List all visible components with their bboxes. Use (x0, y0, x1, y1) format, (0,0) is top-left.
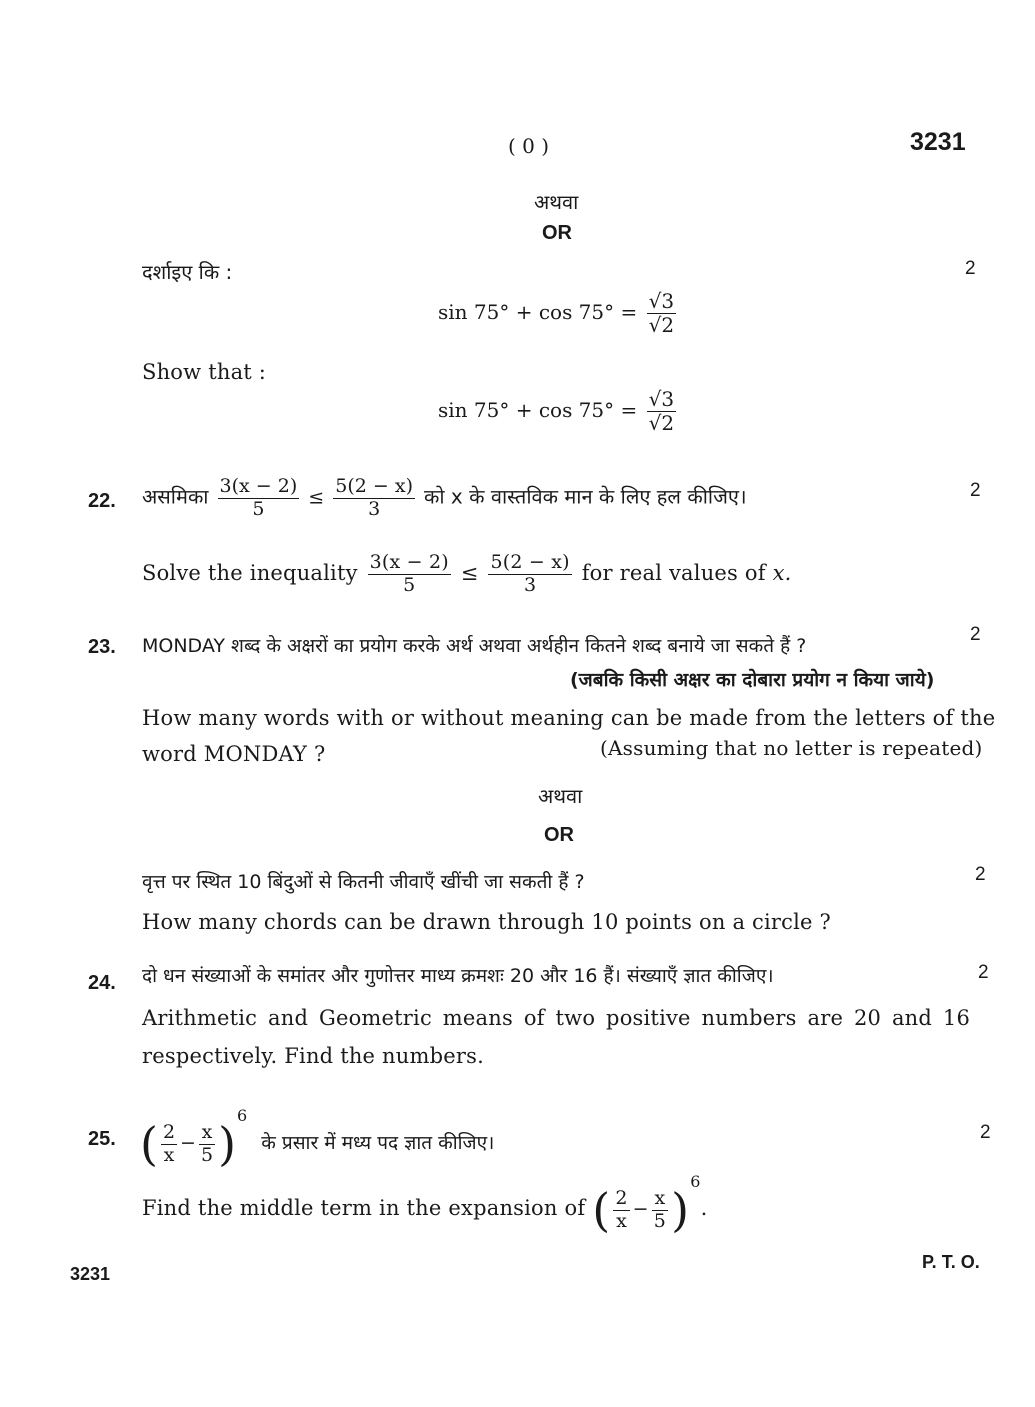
q22-hindi-before: असमिका (142, 484, 209, 509)
minus-sign: − (180, 1132, 196, 1154)
q22-variable: x. (772, 560, 792, 585)
fraction-numerator: x (199, 1122, 215, 1145)
q23-alt-english: How many chords can be drawn through 10 points on a circle ? (142, 910, 831, 934)
q21-marks: 2 (965, 258, 976, 279)
exponent: 6 (690, 1172, 701, 1191)
fraction-denominator: 5 (403, 573, 416, 596)
q25-expression (592, 1172, 701, 1237)
exponent: 6 (237, 1106, 248, 1125)
q25-english: Find the middle term in the expansion of ( $\frac{2}{x}$ − $\frac{x}{5}$ )$^6$. (142, 1172, 708, 1237)
q22-english-after: for real values of (581, 560, 766, 585)
fraction-denominator: 5 (200, 1143, 214, 1166)
fraction-denominator: √2 (648, 313, 675, 337)
equation-lhs: sin 75° + cos 75° = (438, 300, 638, 324)
q23-english-note: (Assuming that no letter is repeated) (600, 736, 983, 760)
or-hindi-2: अथवा (538, 784, 583, 808)
or-english-2: OR (544, 824, 574, 846)
minus-sign: − (632, 1198, 649, 1220)
inequality-sign: ≤ (460, 560, 479, 585)
or-english-1: OR (542, 222, 572, 244)
fraction-numerator: 2 (615, 1186, 628, 1209)
fraction-numerator: 2 (162, 1120, 176, 1143)
q25-fraction-a (161, 1122, 177, 1167)
fraction-numerator: √3 (648, 387, 675, 411)
q23-marks: 2 (970, 624, 981, 645)
q22-rhs-fraction (488, 552, 571, 597)
q23-hindi: MONDAY शब्द के अक्षरों का प्रयोग करके अर्थ अथवा अर्थहीन कितने शब्द बनाये जा सकते हैं ? (142, 635, 807, 657)
q22-english-before: Solve the inequality (142, 560, 358, 585)
fraction-numerator: 3(x − 2) (369, 551, 449, 573)
q21-equation-hindi (438, 290, 679, 337)
q25-hindi (140, 1106, 495, 1171)
fraction-denominator: x (616, 1209, 627, 1232)
fraction-numerator: 5(2 − x) (490, 551, 570, 573)
q24-english-line2: respectively. Find the numbers. (142, 1044, 484, 1068)
fraction-numerator: x (652, 1188, 668, 1211)
footer-code: 3231 (70, 1264, 111, 1284)
fraction-rhs (647, 290, 676, 337)
right-paren: ) (671, 1183, 690, 1237)
q22-marks: 2 (970, 480, 981, 501)
paper-code: 3231 (910, 128, 966, 156)
page-number: ( 0 ) (508, 134, 550, 158)
q24-hindi: दो धन संख्याओं के समांतर और गुणोत्तर माध्य क्रमशः 20 और 16 हैं। संख्याएँ ज्ञात कीजिए। (142, 965, 774, 987)
q22-hindi (142, 476, 747, 521)
q24-number: 24. (88, 972, 116, 994)
q21-prompt-english: Show that : (142, 360, 267, 384)
q21-prompt-hindi: दर्शाइए कि : (142, 260, 233, 284)
q23-alt-marks: 2 (975, 864, 986, 885)
or-hindi-1: अथवा (534, 190, 579, 214)
q25-fraction-b (652, 1188, 668, 1233)
fraction-denominator: √2 (648, 411, 675, 435)
q25-fraction-a (613, 1188, 629, 1233)
fraction-numerator: √3 (648, 289, 675, 313)
q23-english-line2: word MONDAY ? (142, 742, 326, 766)
q22-hindi-after: को x के वास्तविक मान के लिए हल कीजिए। (424, 484, 747, 509)
q21-equation-english (438, 388, 679, 435)
fraction-denominator: 5 (252, 497, 265, 520)
fraction-rhs (647, 388, 676, 435)
q23-alt-hindi: वृत्त पर स्थित 10 बिंदुओं से कितनी जीवाएँ खींची जा सकती हैं ? (142, 871, 585, 893)
q22-number: 22. (88, 490, 116, 512)
q23-english-line1: How many words with or without meaning can be made from the letters of the (142, 706, 996, 730)
q22-english (142, 552, 792, 597)
q25-number: 25. (88, 1128, 116, 1150)
q22-lhs-fraction (218, 476, 300, 521)
fraction-numerator: 5(2 − x) (335, 475, 413, 497)
q23-hindi-note: (जबकि किसी अक्षर का दोबारा प्रयोग न किया जाये) (570, 669, 935, 691)
pto-label: P. T. O. (922, 1252, 980, 1272)
right-paren: ) (218, 1117, 237, 1171)
fraction-numerator: 3(x − 2) (219, 475, 298, 497)
fraction-denominator: 3 (523, 573, 537, 596)
left-paren: ( (592, 1183, 611, 1237)
fraction-denominator: 3 (368, 497, 381, 520)
q22-lhs-fraction (368, 552, 451, 597)
q24-marks: 2 (978, 962, 989, 983)
q25-fraction-b (199, 1122, 215, 1167)
q22-rhs-fraction (333, 476, 415, 521)
q24-english-line1: Arithmetic and Geometric means of two positive numbers are 20 and 16 (142, 1006, 971, 1030)
q25-english-before: Find the middle term in the expansion of (142, 1196, 586, 1220)
q25-marks: 2 (980, 1122, 991, 1143)
q25-hindi-after: के प्रसार में मध्य पद ज्ञात कीजिए। (261, 1132, 495, 1154)
equation-lhs: sin 75° + cos 75° = (438, 398, 638, 422)
q23-number: 23. (88, 636, 116, 658)
fraction-denominator: 5 (653, 1209, 667, 1232)
left-paren: ( (140, 1117, 158, 1171)
inequality-sign: ≤ (308, 486, 325, 509)
fraction-denominator: x (163, 1143, 175, 1166)
